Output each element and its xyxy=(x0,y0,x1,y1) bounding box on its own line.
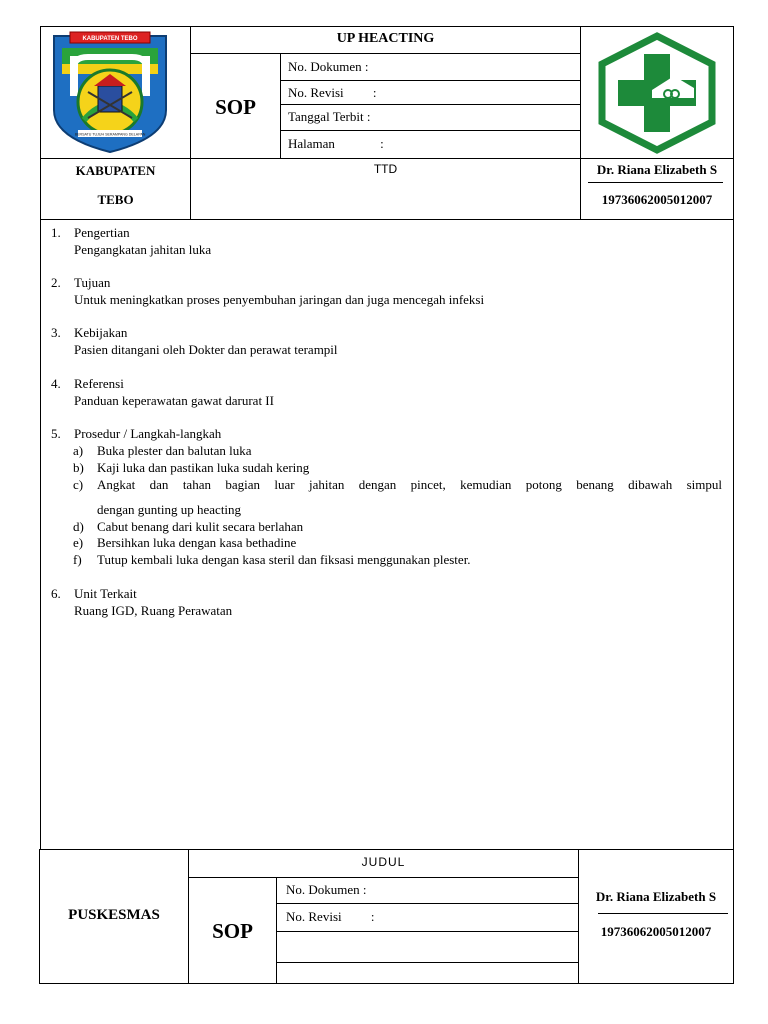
section-body: Pasien ditangani oleh Dokter dan perawat terampil xyxy=(74,342,338,357)
footer-sop-label: SOP xyxy=(212,919,253,943)
field-sep: : xyxy=(370,909,375,924)
section-number: 6. xyxy=(51,586,61,601)
field-sep: : xyxy=(372,85,377,100)
region-label-line2: TEBO xyxy=(97,192,134,207)
svg-text:KABUPATEN TEBO: KABUPATEN TEBO xyxy=(82,36,138,42)
step-text-continued: dengan gunting up heacting xyxy=(97,502,242,517)
field-label: No. Dokumen xyxy=(288,59,362,74)
step-text: Tutup kembali luka dengan kasa steril dan fiksasi menggunakan plester. xyxy=(97,552,471,567)
kabupaten-tebo-logo xyxy=(48,30,172,154)
footer-org-label: PUSKESMAS xyxy=(68,907,160,923)
field-no-revisi xyxy=(288,85,377,101)
step-text: Bersihkan luka dengan kasa bethadine xyxy=(97,535,297,550)
field-sep: : xyxy=(366,109,371,124)
field-sep: : xyxy=(362,882,367,897)
field-label: No. Revisi xyxy=(288,85,344,100)
signer-name: Dr. Riana Elizabeth S xyxy=(596,162,718,177)
region-label-line1: KABUPATEN xyxy=(75,163,156,178)
step-text: Kaji luka dan pastikan luka sudah kering xyxy=(97,460,310,475)
step-letter: d) xyxy=(73,519,84,534)
step-letter: f) xyxy=(73,552,82,567)
field-halaman xyxy=(288,136,384,152)
field-label: Tanggal Terbit xyxy=(288,109,364,124)
step-text: Cabut benang dari kulit secara berlahan xyxy=(97,519,304,534)
svg-text:BERSATU TUJUH SERAMPANG DELAPA: BERSATU TUJUH SERAMPANG DELAPAN xyxy=(74,132,146,137)
puskesmas-logo xyxy=(590,30,724,154)
field-sep: : xyxy=(380,136,384,151)
section-number: 3. xyxy=(51,325,61,340)
field-tanggal-terbit xyxy=(288,109,370,125)
section-title: Referensi xyxy=(74,376,124,391)
field-no-dokumen xyxy=(288,59,369,75)
step-letter: e) xyxy=(73,535,84,550)
section-number: 1. xyxy=(51,225,61,240)
field-sep: : xyxy=(364,59,369,74)
step-text: Angkat dan tahan bagian luar jahitan dengan pincet, kemudian potong benang dibawah simpul xyxy=(97,477,722,492)
ttd-label: TTD xyxy=(373,162,398,176)
section-body: Ruang IGD, Ruang Perawatan xyxy=(74,603,233,618)
footer-signer-nip: 19736062005012007 xyxy=(600,924,712,939)
section-number: 5. xyxy=(51,426,61,441)
footer-title: JUDUL xyxy=(361,855,406,869)
sop-label: SOP xyxy=(215,95,256,119)
section-title: Tujuan xyxy=(74,275,111,290)
section-title: Pengertian xyxy=(74,225,130,240)
step-text: Buka plester dan balutan luka xyxy=(97,443,252,458)
section-body: Pengangkatan jahitan luka xyxy=(74,242,212,257)
field-label: No. Dokumen xyxy=(286,882,360,897)
signer-nip: 19736062005012007 xyxy=(601,192,713,207)
section-title: Unit Terkait xyxy=(74,586,137,601)
step-letter: b) xyxy=(73,460,84,475)
section-body: Untuk meningkatkan proses penyembuhan jaringan dan juga mencegah infeksi xyxy=(74,292,485,307)
section-number: 4. xyxy=(51,376,61,391)
footer-field-no-revisi xyxy=(286,909,375,925)
section-body: Panduan keperawatan gawat darurat II xyxy=(74,393,274,408)
step-letter: c) xyxy=(73,477,84,492)
section-number: 2. xyxy=(51,275,61,290)
footer-signer-name: Dr. Riana Elizabeth S xyxy=(595,889,717,904)
field-label: No. Revisi xyxy=(286,909,342,924)
field-label: Halaman xyxy=(288,136,335,151)
document-title: UP HEACTING xyxy=(336,31,435,46)
footer-field-no-dokumen xyxy=(286,882,367,898)
step-letter: a) xyxy=(73,443,84,458)
section-title: Prosedur / Langkah-langkah xyxy=(74,426,222,441)
section-title: Kebijakan xyxy=(74,325,128,340)
